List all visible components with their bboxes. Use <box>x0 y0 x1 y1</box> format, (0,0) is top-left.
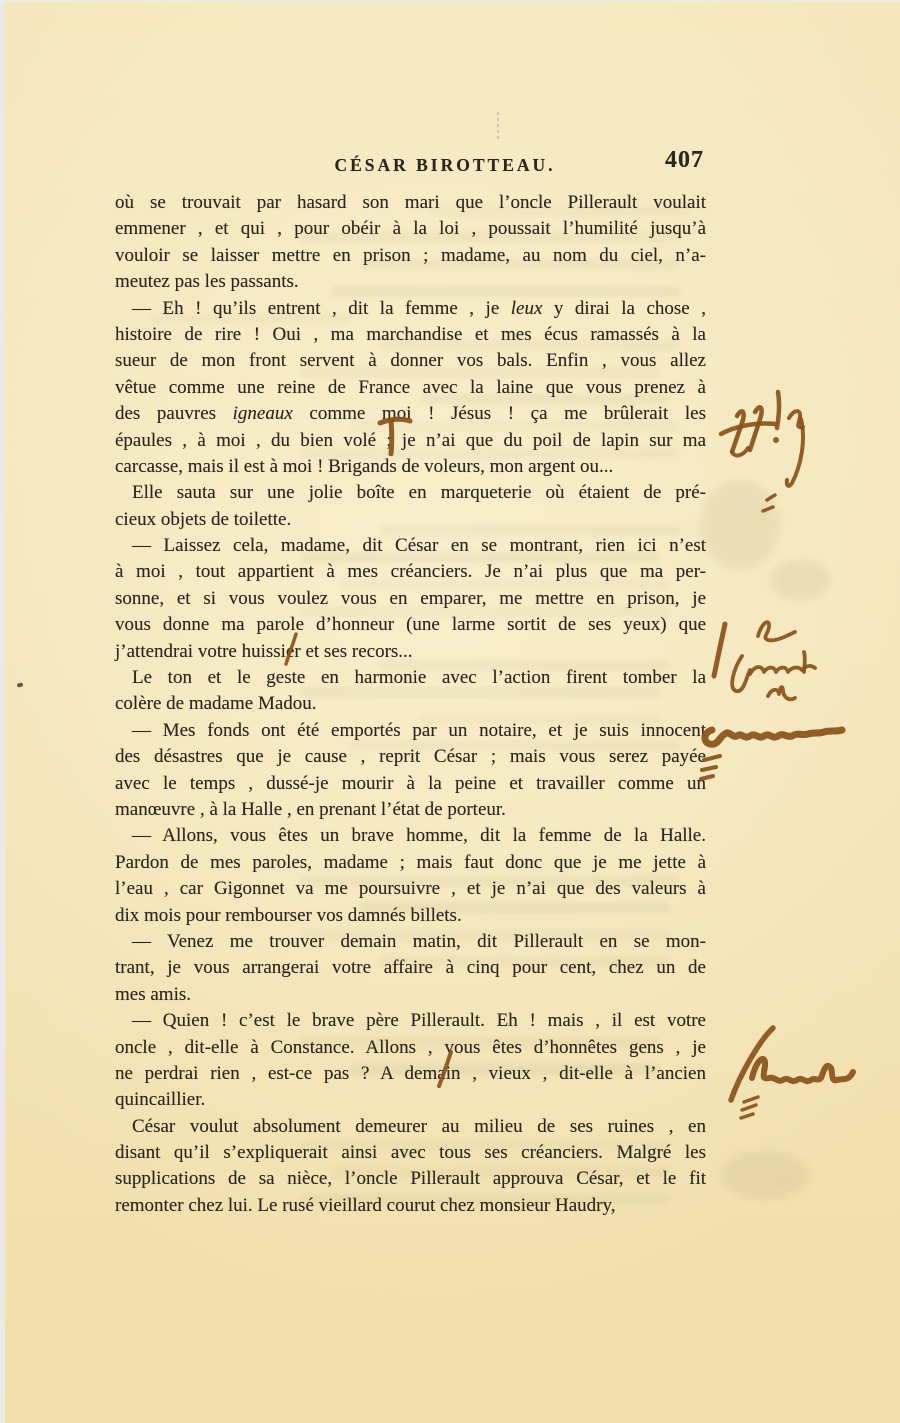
paragraph <box>115 929 706 1008</box>
text-line: ne perdrai rien , est-ce pas ? A demain , vieux , dit-elle à l’ancien <box>115 1062 706 1084</box>
text-line: où se trouvait par hasard son mari que l’oncle Pillerault voulait <box>115 192 706 213</box>
text-line: des désastres que je cause , reprit César ; mais vous serez payée <box>115 746 706 768</box>
scan-artifact-line <box>497 112 499 142</box>
paragraph <box>115 718 706 824</box>
text-line: quincaillier. <box>115 1089 206 1111</box>
text-line: disant qu’il s’expliquerait ainsi avec tous ses créanciers. Malgré les <box>115 1142 706 1164</box>
ink-speck <box>17 682 24 687</box>
text-line: — Allons, vous êtes un brave homme, dit la femme de la Halle. <box>132 825 706 847</box>
text-line: supplications de sa nièce, l’oncle Pillerault approuva César, et le fit <box>115 1168 706 1190</box>
text-line: cieux objets de toilette. <box>115 508 292 530</box>
text-line: des pauvres igneaux comme moi ! Jésus ! ça me brûlerait les <box>115 403 706 425</box>
text-line: colère de madame Madou. <box>115 693 317 715</box>
text-line: Pardon de mes paroles, madame ; mais faut donc que je me jette à <box>115 851 706 873</box>
text-line: emmener , et qui , pour obéir à la loi , poussait l’humilité jusqu’à <box>115 218 706 240</box>
text-line: — Eh ! qu’ils entrent , dit la femme , je leux y dirai la chose , <box>132 297 706 319</box>
paragraph <box>115 533 706 665</box>
text-line: j’attendrai votre huissier et ses recors... <box>115 640 413 662</box>
paragraph <box>115 1008 706 1114</box>
text-line: sonne, et si vous voulez vous en emparer, me mettre en prison, je <box>115 587 706 609</box>
handwritten-correction-brutus <box>720 1022 865 1122</box>
text-line: vous donne ma parole d’honneur (une larme sortit de ses yeux) que <box>115 614 706 636</box>
bleedthrough-smudge <box>720 1150 810 1200</box>
paragraph <box>115 823 706 929</box>
handwritten-correction-garde-du-commerce <box>698 596 858 791</box>
paragraph <box>115 665 706 718</box>
running-head: CÉSAR BIROTTEAU. <box>334 155 556 175</box>
paragraph <box>115 1114 706 1220</box>
text-line: — Mes fonds ont été emportés par un notaire, et je suis innocent <box>132 719 706 741</box>
text-line: — Quien ! c’est le brave père Pillerault. Eh ! mais , il est votre <box>132 1010 706 1032</box>
text-line: manœuvre , à la Halle , en prenant l’état de porteur. <box>115 798 506 820</box>
text-line: remonter chez lui. Le rusé vieillard courut chez monsieur Haudry, <box>115 1194 616 1216</box>
paragraph <box>115 480 706 533</box>
text-line: Le ton et le geste en harmonie avec l’action firent tomber la <box>132 667 706 689</box>
text-line: dix mois pour rembourser vos damnés billets. <box>115 904 462 926</box>
text-line: César voulut absolument demeurer au milieu de ses ruines , en <box>132 1115 706 1137</box>
scanner-edge-left <box>0 0 5 1423</box>
text-line: trant, je vous arrangerai votre affaire à cinq pour cent, chez un de <box>115 957 706 979</box>
bleedthrough-smudge <box>700 480 780 570</box>
handwritten-proof-mark <box>715 378 815 523</box>
text-line: oncle , dit-elle à Constance. Allons , vous êtes d’honnêtes gens , je <box>115 1036 706 1058</box>
scanner-edge-top <box>0 0 900 2</box>
text-line: — Laissez cela, madame, dit César en se montrant, rien ici n’est <box>132 535 706 557</box>
text-line: avec le temps , dussé-je mourir à la peine et travailler comme un <box>115 772 706 794</box>
page-text <box>115 190 706 1219</box>
text-line: à moi , tout appartient à mes créanciers. Je n’ai plus que ma per- <box>115 561 706 583</box>
text-line: vouloir se laisser mettre en prison ; madame, au nom du ciel, n’a- <box>115 244 706 266</box>
paragraph <box>115 296 706 481</box>
paragraph <box>115 190 706 296</box>
text-line: l’eau , car Gigonnet va me poursuivre , et je n’ai que des valeurs à <box>115 878 706 900</box>
text-line: épaules , à moi , du bien volé ; je n’ai que du poil de lapin sur ma <box>115 429 706 451</box>
text-line: mes amis. <box>115 983 191 1005</box>
text-line: — Venez me trouver demain matin, dit Pillerault en se mon- <box>132 930 706 952</box>
text-line: carcasse, mais il est à moi ! Brigands de voleurs, mon argent ou... <box>115 455 614 477</box>
text-line: Elle sauta sur une jolie boîte en marqueterie où étaient de pré- <box>132 482 706 504</box>
text-line: sueur de mon front servent à donner vos bals. Enfin , vous allez <box>115 350 706 372</box>
text-line: histoire de rire ! Oui , ma marchandise et mes écus ramassés à la <box>115 323 706 345</box>
text-line: vêtue comme une reine de France avec la laine que vous prenez à <box>115 376 706 398</box>
text-line: meutez pas les passants. <box>115 271 299 293</box>
page-number: 407 <box>665 147 704 173</box>
bleedthrough-smudge <box>770 560 830 600</box>
